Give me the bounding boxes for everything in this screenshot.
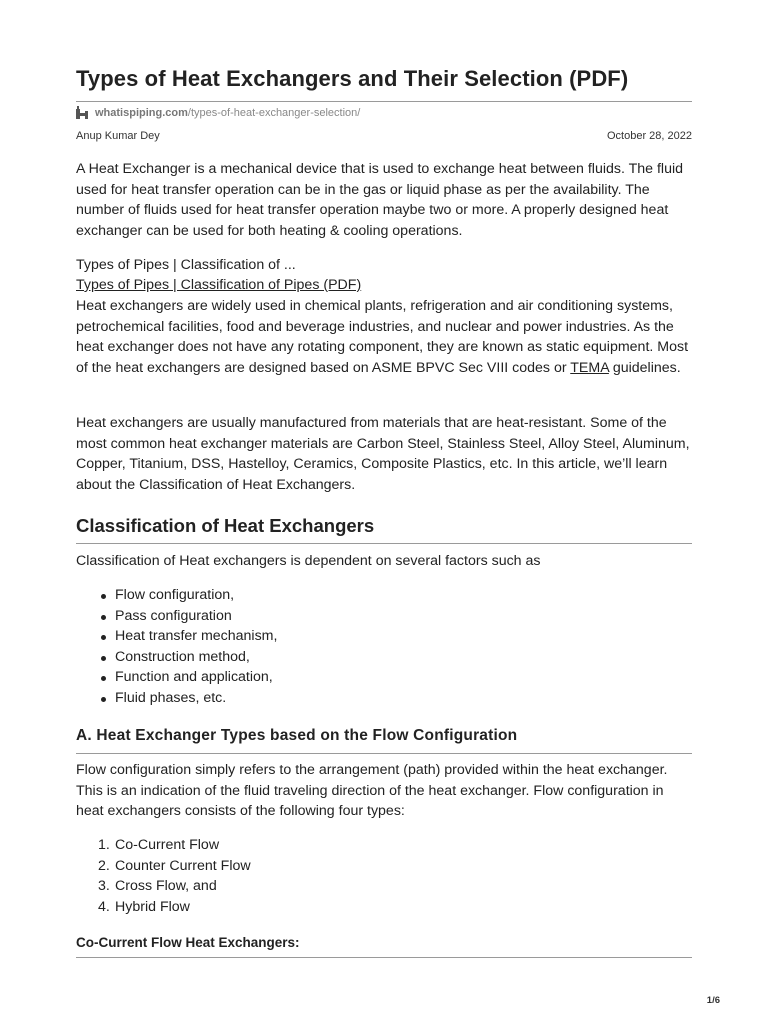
flow-types-list xyxy=(76,835,251,917)
page-title: Types of Heat Exchangers and Their Selection (PDF) xyxy=(76,66,629,91)
intro-paragraph: A Heat Exchanger is a mechanical device that is used to exchange heat between fluids. The fluid used for heat transfer operation can be in the gas or liquid phase as per the availability. The number of fluids used for heat transfer operation maybe two or more. A properly designed heat exchanger can be used for both heating & cooling operations. xyxy=(76,161,684,239)
list-item: 4. Hybrid Flow xyxy=(98,898,190,915)
page-number: 1/6 xyxy=(706,995,720,1006)
section-divider xyxy=(76,753,692,754)
subsection-heading-co-current: Co-Current Flow Heat Exchangers: xyxy=(76,935,300,950)
list-item: 1. Co-Current Flow xyxy=(98,837,220,853)
site-logo-icon xyxy=(76,106,90,120)
section-divider xyxy=(76,957,692,958)
paragraph-3: Heat exchangers are usually manufactured from materials that are heat-resistant. Some of the most common heat exchanger materials are Carbon Steel, Stainless Steel, Alloy Steel, Aluminum, Copper, Titanium, DSS, Hastelloy, Ceramics, Composite Plastics, etc. In this article, we’ll learn about the Classification of Heat Exchangers. xyxy=(76,415,690,493)
flow-configuration-lead: Flow configuration simply refers to the arrangement (path) provided within the heat exchanger. This is an indication of the fluid traveling direction of the heat exchanger. Flow configuration in heat exchangers consists of the following four types: xyxy=(76,762,668,820)
author: Anup Kumar Dey xyxy=(76,130,160,142)
list-item: Construction method, xyxy=(76,647,277,668)
publish-date: October 28, 2022 xyxy=(606,130,692,142)
list-item: Fluid phases, etc. xyxy=(76,688,277,709)
source-path: /types-of-heat-exchanger-selection/ xyxy=(187,107,361,119)
classification-lead: Classification of Heat exchangers is dependent on several factors such as xyxy=(76,553,541,569)
related-link[interactable]: Types of Pipes | Classification of Pipes (PDF) xyxy=(76,277,362,293)
section-divider xyxy=(76,543,692,544)
tema-link[interactable]: TEMA xyxy=(570,359,609,376)
list-item: Flow configuration, xyxy=(76,585,277,606)
byline xyxy=(76,130,692,142)
classification-list xyxy=(76,585,277,709)
related-caption: Types of Pipes | Classification of ... xyxy=(76,257,296,273)
list-item: Heat transfer mechanism, xyxy=(76,626,277,647)
source-host-link[interactable]: whatispiping.com xyxy=(95,107,188,119)
section-heading-classification: Classification of Heat Exchangers xyxy=(76,515,375,536)
list-item: 2. Counter Current Flow xyxy=(98,857,251,874)
paragraph-2 xyxy=(76,296,692,378)
list-item: Pass configuration xyxy=(76,606,277,627)
list-item: Function and application, xyxy=(76,667,277,688)
title-divider xyxy=(76,101,692,102)
list-item: 3. Cross Flow, and xyxy=(98,878,217,895)
paragraph-2-text: Heat exchangers are widely used in chemical plants, refrigeration and air conditioning systems, petrochemical facilities, food and beverage industries, and nuclear and power industries. As the heat exchanger does not have any rotating component, they are known as static equipment. Most of the heat exchangers are designed based on ASME BPVC Sec VIII codes or xyxy=(76,298,689,376)
source-line xyxy=(76,106,360,120)
paragraph-2-tail: guidelines. xyxy=(608,359,681,376)
section-heading-flow-configuration: A. Heat Exchanger Types based on the Flow Configuration xyxy=(76,727,518,744)
